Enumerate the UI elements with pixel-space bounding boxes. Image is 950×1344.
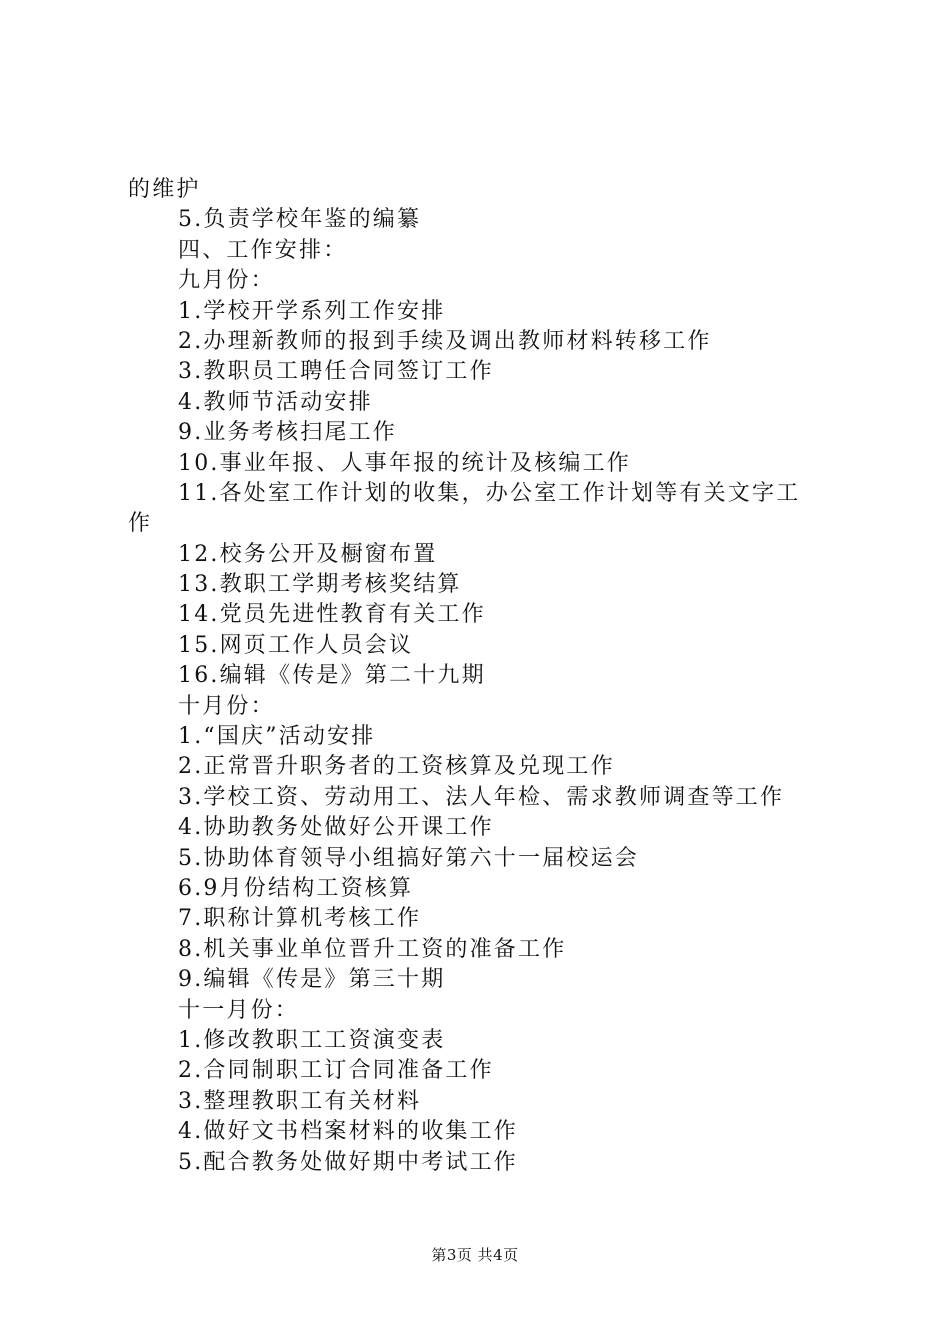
page-footer: 第3页 共4页 xyxy=(431,1246,519,1264)
text-line: 2.办理新教师的报到手续及调出教师材料转移工作 xyxy=(178,328,712,354)
text-line: 九月份： xyxy=(178,268,275,294)
text-line: 1.学校开学系列工作安排 xyxy=(178,298,446,324)
text-line: 2.正常晋升职务者的工资核算及兑现工作 xyxy=(178,754,615,780)
text-line: 11.各处室工作计划的收集，办公室工作计划等有关文字工 xyxy=(178,480,801,506)
text-line: 13.教职工学期考核奖结算 xyxy=(178,572,462,598)
text-line: 四、工作安排： xyxy=(178,237,348,263)
text-line: 4.做好文书档案材料的收集工作 xyxy=(178,1119,518,1145)
text-line: 15.网页工作人员会议 xyxy=(178,632,414,658)
text-line: 1.修改教职工工资演变表 xyxy=(178,1027,446,1053)
text-line: 十一月份： xyxy=(178,997,300,1023)
text-line: 7.职称计算机考核工作 xyxy=(178,906,422,932)
text-line: 14.党员先进性教育有关工作 xyxy=(178,602,486,628)
text-line: 5.负责学校年鉴的编纂 xyxy=(178,207,422,233)
text-line: 3.学校工资、劳动用工、法人年检、需求教师调查等工作 xyxy=(178,784,785,810)
text-line: 的维护 xyxy=(128,177,201,202)
text-line: 十月份： xyxy=(178,693,275,719)
text-line: 16.编辑《传是》第二十九期 xyxy=(178,663,486,689)
text-line: 5.配合教务处做好期中考试工作 xyxy=(178,1149,518,1175)
text-line: 10.事业年报、人事年报的统计及核编工作 xyxy=(178,450,631,476)
text-line: 6.9月份结构工资核算 xyxy=(178,875,414,901)
text-line: 12.校务公开及橱窗布置 xyxy=(178,541,438,567)
document-body xyxy=(128,175,840,1178)
text-line: 作 xyxy=(128,511,153,537)
text-line: 4.协助教务处做好公开课工作 xyxy=(178,815,494,841)
text-line: 9.编辑《传是》第三十期 xyxy=(178,967,446,993)
text-line: 3.整理教职工有关材料 xyxy=(178,1088,422,1114)
text-line: 8.机关事业单位晋升工资的准备工作 xyxy=(178,936,567,962)
text-line: 5.协助体育领导小组搞好第六十一届校运会 xyxy=(178,845,639,871)
text-line: 9.业务考核扫尾工作 xyxy=(178,420,397,446)
text-line: 3.教职员工聘任合同签订工作 xyxy=(178,359,494,385)
text-line: 2.合同制职工订合同准备工作 xyxy=(178,1058,494,1084)
text-line: 4.教师节活动安排 xyxy=(178,389,373,415)
text-line: 1.“国庆”活动安排 xyxy=(178,724,376,750)
